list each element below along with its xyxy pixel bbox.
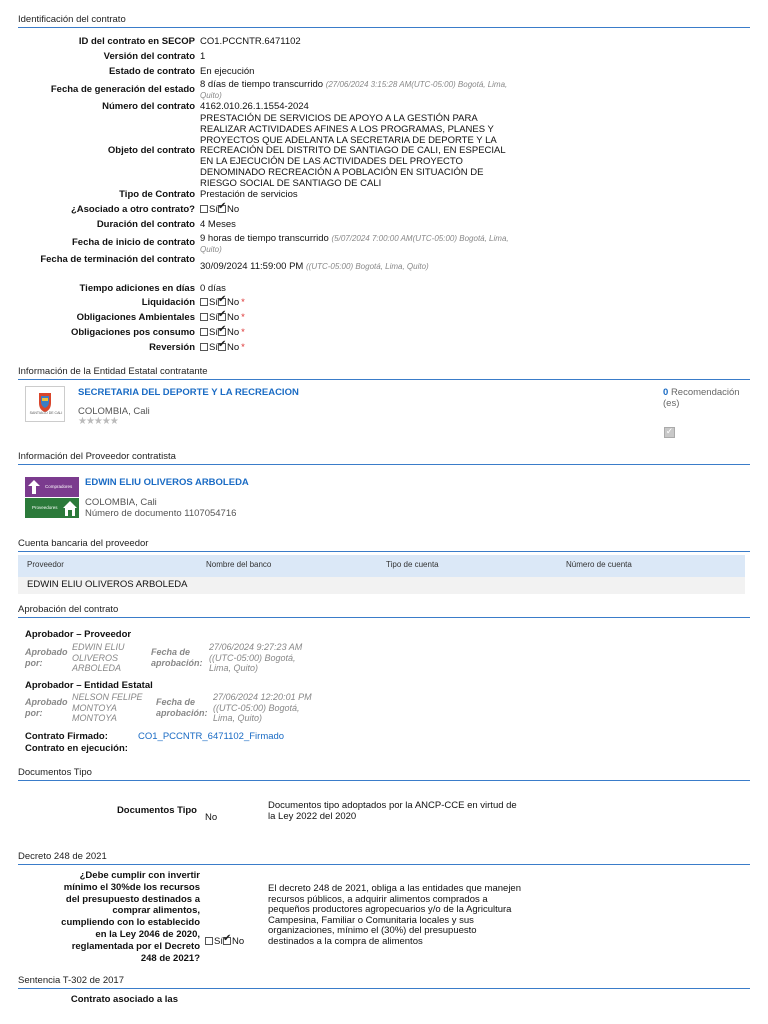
row-value: Prestación de servicios [200,189,298,200]
row-value [200,79,520,101]
row-value: 0 días [200,283,226,294]
section-title-contract: Identificación del contrato [18,14,750,28]
row-env-obligations [0,312,768,323]
approval-date-value: 27/06/2024 12:20:01 PM ((UTC-05:00) Bogotá, Lima, Quito) [213,692,312,723]
entity-location: COLOMBIA, Cali [78,406,150,417]
yes-no-field [205,936,244,947]
row-contract-object [0,114,768,190]
row-label: Fecha de terminación del contrato [40,254,195,265]
end-date-text: 30/09/2024 11:59:00 PM [200,261,304,272]
recommend-checkbox-icon[interactable]: ✓ [665,427,674,437]
no-label: No [226,204,240,215]
row-label: Objeto del contrato [107,145,195,156]
section-title-provider: Información del Proveedor contratista [18,451,750,465]
section-title-entity: Información de la Entidad Estatal contratante [18,366,750,380]
section-title-doc-types: Documentos Tipo [18,767,750,781]
elapsed-text: 9 horas de tiempo transcurrido [200,233,329,244]
date-note: (27/06/2024 3:15:28 AM(UTC-05:00) Bogotá, Lima, Quito) [200,80,508,100]
row-label: Estado de contrato [108,66,195,77]
section-title-bank: Cuenta bancaria del proveedor [18,538,750,552]
section-title-sentence: Sentencia T-302 de 2017 [18,975,750,989]
col-header-account-type: Tipo de cuenta [386,560,439,569]
yes-checkbox[interactable] [200,298,208,306]
yes-no-field [200,327,520,338]
row-value: En ejecución [200,66,255,77]
approved-by-value: NELSON FELIPE MONTOYA MONTOYA [72,692,143,723]
approved-by-label: Aprobado por: [25,697,68,718]
yes-no-field [200,312,520,323]
row-label: Tipo de Contrato [119,189,195,200]
rating-stars: ★★★★★ [78,416,118,427]
date-note: (5/07/2024 7:00:00 AM(UTC-05:00) Bogotá, Lima, Quito) [200,234,509,254]
approved-by-label: Aprobado por: [25,647,68,668]
elapsed-text: 8 días de tiempo transcurrido [200,79,324,90]
yes-label: Sí [209,327,218,338]
arrow-up-icon [28,480,40,494]
yes-label: Sí [209,204,218,215]
required-mark: * [241,342,245,353]
row-label: Liquidación [141,297,195,308]
row-label: Fecha de generación del estado [50,84,195,95]
no-label: No [231,936,245,947]
row-start-date [0,233,768,255]
provider-badge [25,477,79,518]
required-mark: * [241,312,245,323]
no-label: No [226,327,240,338]
yes-label: Sí [209,297,218,308]
yes-label: Sí [209,342,218,353]
row-label: Fecha de inicio de contrato [72,237,195,248]
logo-caption: SANTIAGO DE CALI [29,411,63,415]
row-contract-version [0,51,768,62]
no-label: No [226,342,240,353]
cali-shield-icon [26,387,64,421]
row-label: Número del contrato [102,101,195,112]
provider-location: COLOMBIA, Cali [85,497,157,508]
decree-description: El decreto 248 de 2021, obliga a las entidades que manejen recursos públicos, a adquirir alimentos comprados a pequeños productores agropecuarios y/o de la Agricultura Campesina, Familiar o Comunitaria locales y sus organizaciones, mínimo el (30%) del presupuesto destinados a la compra de alimentos [268,883,521,947]
row-end-date [0,254,768,272]
no-checkbox[interactable] [223,937,231,945]
no-checkbox[interactable] [218,328,226,336]
yes-no-field [200,297,520,308]
provider-approver-heading: Aprobador – Proveedor [25,629,132,640]
entity-logo [25,386,65,422]
row-contract-status [0,66,768,77]
row-label: Duración del contrato [96,219,195,230]
required-mark: * [241,297,245,308]
row-label: Versión del contrato [103,51,195,62]
buyers-band [25,477,79,497]
provider-name-link[interactable]: EDWIN ELIU OLIVEROS ARBOLEDA [85,477,249,488]
required-mark: * [241,327,245,338]
row-label: Obligaciones pos consumo [70,327,195,338]
no-checkbox[interactable] [218,298,226,306]
row-value: 4162.010.26.1.1554-2024 [200,101,309,112]
row-contract-number [0,101,768,112]
row-label: ID del contrato en SECOP [78,36,195,47]
section-title-approval: Aprobación del contrato [18,604,750,618]
row-added-days [0,283,768,294]
badge-bottom-label: Proveedores [32,505,58,510]
badge-top-label: Compradores [45,484,73,489]
col-header-provider: Proveedor [27,560,64,569]
provider-document: Número de documento 1107054716 [85,508,237,519]
approved-by-value: EDWIN ELIU OLIVEROS ARBOLEDA [72,642,125,673]
yes-no-field [200,204,520,215]
no-label: No [226,312,240,323]
row-label: Reversión [149,342,195,353]
entity-approver-heading: Aprobador – Entidad Estatal [25,680,153,691]
no-checkbox[interactable] [218,343,226,351]
col-header-bank: Nombre del banco [206,560,272,569]
bank-table-header [18,555,745,577]
row-associated-contract [0,204,768,215]
doc-types-label: Documentos Tipo [116,805,197,816]
providers-band [25,498,79,518]
col-header-account-number: Número de cuenta [566,560,632,569]
row-value: 1 [200,51,206,62]
row-status-date [0,79,768,101]
yes-checkbox[interactable] [205,937,213,945]
yes-no-field [200,342,520,353]
no-label: No [226,297,240,308]
recommendations [663,387,753,409]
signed-contract-label: Contrato Firmado: [25,731,108,742]
row-label: ¿Asociado a otro contrato? [70,204,195,215]
yes-checkbox[interactable] [200,313,208,321]
execution-contract-label: Contrato en ejecución: [25,743,128,754]
no-checkbox[interactable] [218,205,226,213]
row-value: PRESTACIÓN DE SERVICIOS DE APOYO A LA GESTIÓN PARA REALIZAR ACTIVIDADES AFINES A LOS PROGRAMAS, PLANES Y PROYECTOS QUE ADELANTA LA SECRETARIA DE DEPORTE Y LA RECREACIÓN DEL DISTRITO DE SANTIAGO DE CALI, EN ESPECIAL EN LA EJECUCIÓN DE LAS ACTIVIDADES DEL PROYECTO DENOMINADO RECREACIÓN A POBLACIÓN EN SITUACIÓN DE RIESGO SOCIAL DE SANTIAGO DE CALI [200,113,506,189]
no-checkbox[interactable] [218,313,226,321]
yes-label: Sí [209,312,218,323]
cell-provider: EDWIN ELIU OLIVEROS ARBOLEDA [27,579,188,590]
approval-date-label: Fecha de aprobación: [156,697,208,718]
row-reversion [0,342,768,353]
signed-contract-link[interactable]: CO1_PCCNTR_6471102_Firmado [138,731,285,742]
home-icon [63,501,77,516]
doc-types-description: Documentos tipo adoptados por la ANCP-CCE en virtud de la Ley 2022 del 2020 [268,800,517,822]
yes-checkbox[interactable] [200,328,208,336]
decree-question: ¿Debe cumplir con invertir mínimo el 30%de los recursos del presupuesto destinados a comprar alimentos, cumpliendo con lo establecido en la Ley 2046 de 2020, reglamentada por el Decreto 248 de 2021? [61,870,200,964]
approval-date-value: 27/06/2024 9:27:23 AM ((UTC-05:00) Bogotá, Lima, Quito) [209,642,303,673]
section-title-decree: Decreto 248 de 2021 [18,851,750,865]
row-contract-id [0,36,768,47]
sentence-label: Contrato asociado a las [70,994,178,1005]
yes-checkbox[interactable] [200,343,208,351]
row-label: Obligaciones Ambientales [76,312,195,323]
recommendation-count[interactable]: 0 [663,387,669,398]
doc-types-value: No [205,812,218,823]
row-post-consumption [0,327,768,338]
yes-checkbox[interactable] [200,205,208,213]
date-note: ((UTC-05:00) Bogotá, Lima, Quito) [306,262,429,271]
row-duration [0,219,768,230]
row-value [200,233,520,255]
yes-label: Sí [214,936,223,947]
row-value: CO1.PCCNTR.6471102 [200,36,301,47]
row-contract-type [0,189,768,200]
approval-date-label: Fecha de aprobación: [151,647,203,668]
row-value [200,254,520,272]
recommendation-label: Recomendación (es) [663,387,740,409]
row-value: 4 Meses [200,219,236,230]
entity-name-link[interactable]: SECRETARIA DEL DEPORTE Y LA RECREACION [78,387,299,398]
row-label: Tiempo adiciones en días [79,283,195,294]
row-liquidation [0,297,768,308]
